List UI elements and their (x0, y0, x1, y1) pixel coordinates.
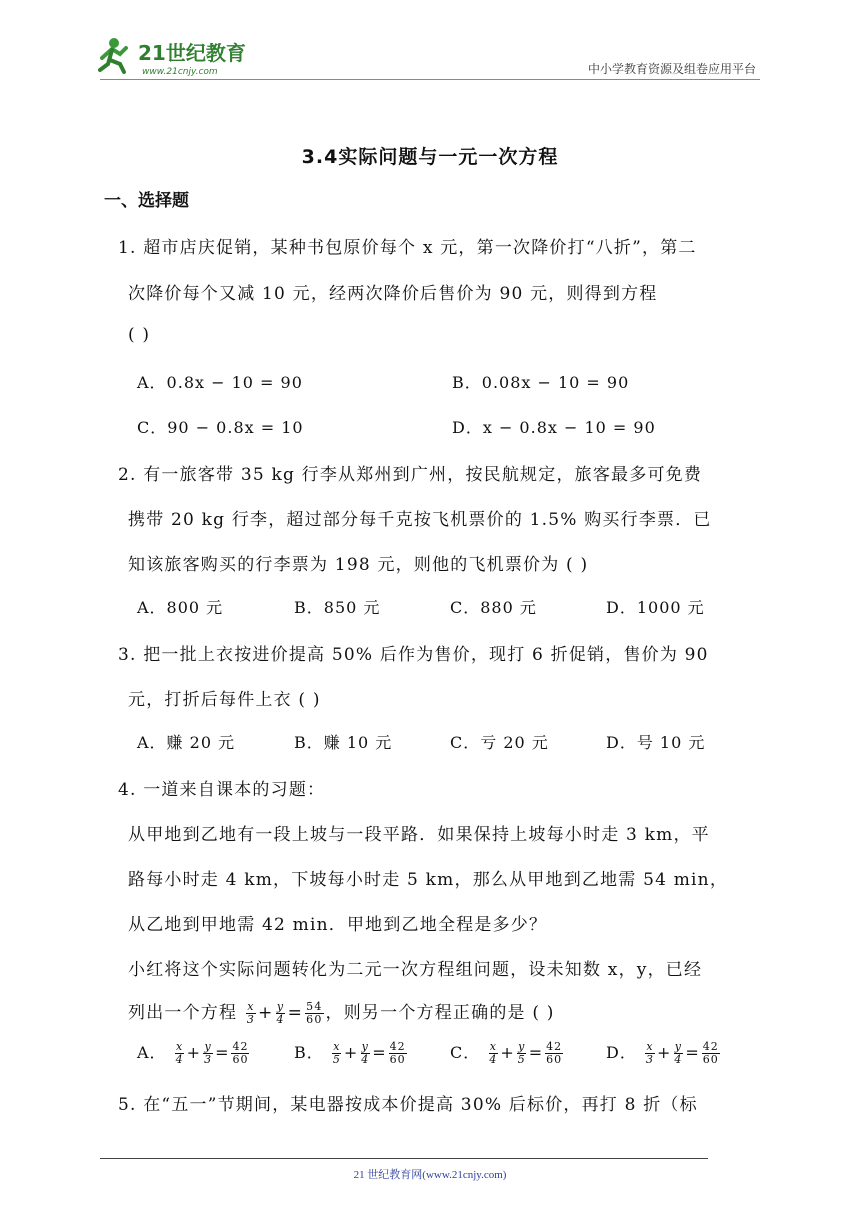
q1-line3: ( ) (128, 325, 151, 345)
q4-option-c: C． $\frac{x}{4}$ + $\frac{y}{5}$ = $\frac{42}{60}$ (450, 1040, 563, 1066)
site-logo (96, 34, 266, 78)
q3-line1: 3. 把一批上衣按进价提高 50% 后作为售价，现打 6 折促销，售价为 90 (118, 645, 709, 665)
q2-line2: 携带 20 kg 行李，超过部分每千克按飞机票价的 1.5% 购买行李票．已 (128, 510, 712, 530)
q3-option-a: A．赚 20 元 (137, 733, 236, 752)
q3-option-c: C．亏 20 元 (450, 733, 549, 752)
q4-line1: 4. 一道来自课本的习题： (118, 780, 326, 800)
q1-option-d: D．x − 0.8x − 10 = 90 (452, 418, 656, 437)
platform-name: 中小学教育资源及组卷应用平台 (587, 62, 756, 76)
q1-option-b: B．0.08x − 10 = 90 (452, 373, 630, 392)
q4-line3: 路每小时走 4 km，下坡每小时走 5 km，那么从甲地到乙地需 54 min， (128, 870, 729, 890)
equation-fraction: $\frac{y}{4}$ (276, 1000, 285, 1026)
q4-option-d: D． $\frac{x}{3}$ + $\frac{y}{4}$ = $\frac{42}{60}$ (606, 1040, 719, 1066)
q4-line6: 列出一个方程 $\frac{x}{3}$ + $\frac{y}{4}$ = $\frac{54}{60}$ ，则另一个方程正确的是 ( ) (128, 1000, 555, 1026)
equation-fraction: $\frac{54}{60}$ (306, 1000, 323, 1026)
footer-divider (100, 1158, 708, 1159)
q4-line6-post: ，则另一个方程正确的是 ( ) (325, 1003, 555, 1023)
section-heading: 一、选择题 (104, 191, 189, 211)
logo-text: 21世纪教育 (138, 41, 246, 65)
q1-line2: 次降价每个又减 10 元，经两次降价后售价为 90 元，则得到方程 (128, 284, 658, 304)
runner-icon (100, 38, 126, 72)
q1-option-a: A．0.8x − 10 = 90 (137, 373, 303, 392)
equation-fraction: $\frac{x}{3}$ (246, 1000, 256, 1026)
q2-option-c: C．880 元 (450, 598, 537, 617)
q1-option-c: C．90 − 0.8x = 10 (137, 418, 304, 437)
q5-line1: 5. 在“五一”节期间，某电器按成本价提高 30% 后标价，再打 8 折（标 (118, 1095, 698, 1115)
q3-option-b: B．赚 10 元 (294, 733, 393, 752)
q4-line2: 从甲地到乙地有一段上坡与一段平路．如果保持上坡每小时走 3 km，平 (128, 825, 710, 845)
q2-option-a: A．800 元 (137, 598, 224, 617)
q4-line6-pre: 列出一个方程 (128, 1003, 238, 1023)
q4-option-b: B． $\frac{x}{5}$ + $\frac{y}{4}$ = $\frac{42}{60}$ (294, 1040, 406, 1066)
q2-option-d: D．1000 元 (606, 598, 705, 617)
q2-option-b: B．850 元 (294, 598, 381, 617)
page-title: 3.4实际问题与一元一次方程 (301, 146, 559, 168)
footer-text[interactable]: 21 世纪教育网(www.21cnjy.com) (353, 1169, 507, 1181)
q3-option-d: D．号 10 元 (606, 733, 706, 752)
q4-option-a: A． $\frac{x}{4}$ + $\frac{y}{3}$ = $\frac{42}{60}$ (137, 1040, 249, 1066)
q4-line4: 从乙地到甲地需 42 min．甲地到乙地全程是多少？ (128, 915, 548, 935)
q1-line1: 1. 超市店庆促销，某种书包原价每个 x 元，第一次降价打“八折”，第二 (118, 238, 697, 258)
q4-line5: 小红将这个实际问题转化为二元一次方程组问题，设未知数 x，y，已经 (128, 960, 703, 980)
q2-line1: 2. 有一旅客带 35 kg 行李从郑州到广州，按民航规定，旅客最多可免费 (118, 465, 703, 485)
logo-url: www.21cnjy.com (142, 67, 218, 77)
q2-line3: 知该旅客购买的行李票为 198 元，则他的飞机票价为 ( ) (128, 555, 589, 575)
q3-line2: 元，打折后每件上衣 ( ) (128, 690, 321, 710)
header-divider (100, 79, 760, 80)
